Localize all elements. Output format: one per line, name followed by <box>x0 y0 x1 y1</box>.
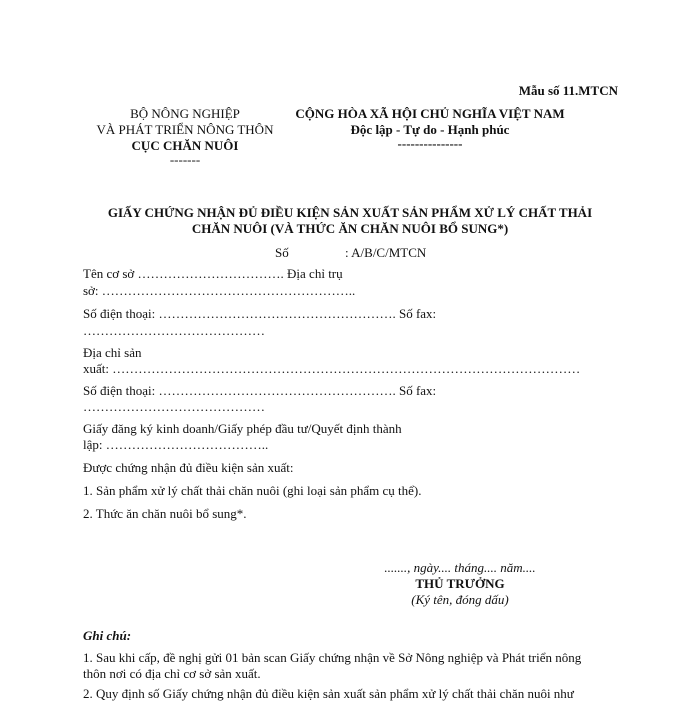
business-license-label: Giấy đăng ký kinh doanh/Giấy phép đầu tư/Quyết định thành <box>83 421 402 436</box>
document-title-line-1: GIẤY CHỨNG NHẬN ĐỦ ĐIỀU KIỆN SẢN XUẤT SẢN PHẨM XỬ LÝ CHẤT THẢI <box>107 205 593 220</box>
form-code: Mẫu số 11.MTCN <box>518 83 618 98</box>
republic-underline: --------------- <box>397 136 463 151</box>
republic-line-2: Độc lập - Tự do - Hạnh phúc <box>350 122 510 137</box>
agency-line-3: CỤC CHĂN NUÔI <box>131 138 239 153</box>
production-address-field: xuất: ……………………………………………………………………………………………… <box>83 361 581 376</box>
note-1-line-2: thôn nơi có địa chỉ cơ sở sản xuất. <box>83 666 261 681</box>
certified-intro: Được chứng nhận đủ điều kiện sản xuất: <box>83 460 294 475</box>
signature-note: (Ký tên, đóng dấu) <box>411 592 509 607</box>
signature-date-line: ......., ngày.... tháng.... năm.... <box>384 560 536 575</box>
facility-name-field: Tên cơ sở ……………………………. Địa chỉ trụ <box>83 266 343 281</box>
document-title-line-2: CHĂN NUÔI (VÀ THỨC ĂN CHĂN NUÔI BỔ SUNG*) <box>191 221 509 236</box>
document-number-label: Số <box>275 245 289 260</box>
fax-continuation: …………………………………… <box>83 323 265 338</box>
document-number-value: : A/B/C/MTCN <box>345 245 427 260</box>
agency-line-1: BỘ NÔNG NGHIỆP <box>130 106 240 121</box>
agency-line-2: VÀ PHÁT TRIỂN NÔNG THÔN <box>96 122 274 137</box>
production-address-label: Địa chỉ sản <box>83 345 142 360</box>
production-fax-continuation: …………………………………… <box>83 399 265 414</box>
signature-title: THỦ TRƯỞNG <box>415 576 505 591</box>
business-license-field: lập: ……………………………….. <box>83 437 269 452</box>
note-1-line-1: 1. Sau khi cấp, đề nghị gửi 01 bản scan Giấy chứng nhận về Sở Nông nghiệp và Phát triển nông <box>83 650 582 665</box>
certified-item-2: 2. Thức ăn chăn nuôi bổ sung*. <box>83 506 247 521</box>
facility-address-field: sở: ………………………………………………….. <box>83 283 356 298</box>
phone-fax-field: Số điện thoại: ………………………………………………. Số fax: <box>83 306 437 321</box>
republic-line-1: CỘNG HÒA XÃ HỘI CHỦ NGHĨA VIỆT NAM <box>295 106 565 121</box>
production-phone-fax-field: Số điện thoại: ………………………………………………. Số fax: <box>83 383 437 398</box>
certified-item-1: 1. Sản phẩm xử lý chất thải chăn nuôi (ghi loại sản phẩm cụ thể). <box>83 483 422 498</box>
note-2-line-1: 2. Quy định số Giấy chứng nhận đủ điều kiện sản xuất sản phẩm xử lý chất thải chăn nuôi như <box>83 686 574 701</box>
notes-heading: Ghi chú: <box>83 628 132 643</box>
agency-underline: ------- <box>169 152 201 167</box>
